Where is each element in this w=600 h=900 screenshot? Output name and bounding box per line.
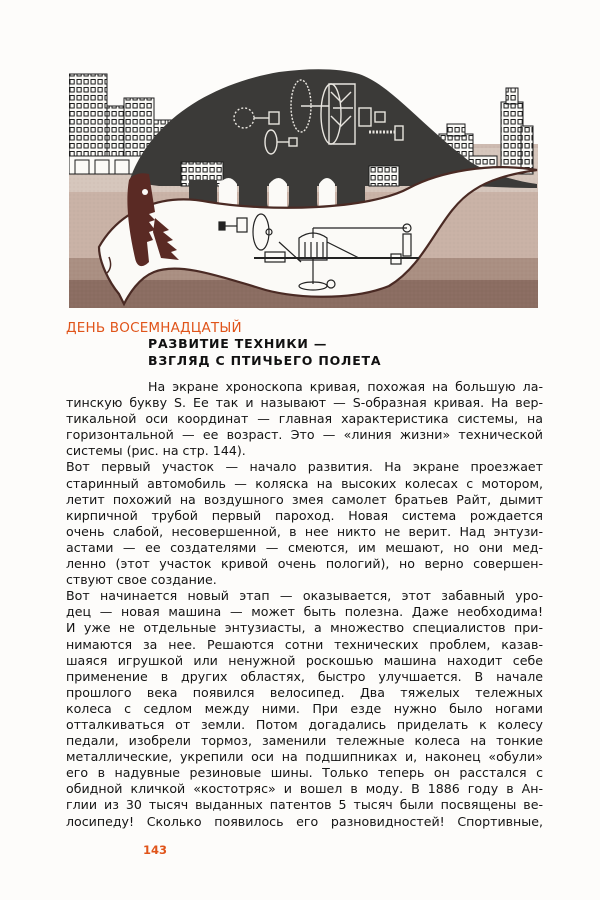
text-line: шаяся игрушкой или ненужной роскошью машина находит себе: [66, 652, 543, 668]
chapter-title: [148, 335, 381, 369]
text-line: обидной кличкой «костотряс» и вошел в моду. В 1886 году в Ан-: [66, 781, 543, 797]
text-line: Вот первый участок — начало развития. На экране проезжает: [66, 459, 543, 475]
text-line: старинный автомобиль — коляска на высоких колесах с мотором,: [66, 475, 543, 491]
chapter-title-line-2: ВЗГЛЯД С ПТИЧЬЕГО ПОЛЕТА: [148, 353, 382, 368]
text-line: На экране хроноскопа кривая, похожая на большую ла-: [148, 379, 543, 394]
text-line: нимаются за нее. Решаются сотни технических проблем, казав-: [66, 636, 543, 652]
machine-creature-drawing: [69, 62, 538, 308]
text-line: Вот начинается новый этап — оказывается, этот забавный уро-: [66, 588, 543, 604]
text-line: ленно (этот участок кривой очень пологий), но верно совершен-: [66, 556, 543, 572]
creature-eye: [142, 189, 148, 195]
page-number: 143: [143, 843, 168, 857]
text-line: его в надувные резиновые шины. Только теперь он расстался с: [66, 765, 543, 781]
text-line: системы (рис. на стр. 144).: [66, 443, 246, 459]
chapter-title-line-1: РАЗВИТИЕ ТЕХНИКИ —: [148, 336, 328, 351]
text-line: очень слабой, несовершенной, в нее никто не верит. Над энтузи-: [66, 523, 543, 539]
text-line: дец — новая машина — может быть полезна. Даже необходима!: [66, 604, 543, 620]
text-line: педали, изобрели тормоз, заменили тележные колеса на тонкие: [66, 733, 543, 749]
paragraph-3: [66, 588, 543, 829]
text-line: глии из 30 тысяч выданных патентов 5 тысяч были посвящены ве-: [66, 797, 543, 813]
text-line: металлические, укрепили оси на подшипниках и, наконец «обули»: [66, 749, 543, 765]
paragraph-2: [66, 459, 543, 588]
text-line: прошлого века появился велосипед. Два тяжелых тележных: [66, 684, 543, 700]
paragraph-1: [66, 379, 543, 459]
body-text: [66, 379, 543, 830]
text-line: астами — ее создателями — смеются, им мешают, но они мед-: [66, 539, 543, 555]
chapter-label: ДЕНЬ ВОСЕМНАДЦАТЫЙ: [66, 320, 242, 336]
chapter-illustration: [69, 62, 538, 308]
text-line: горизонтальной — ее возраст. Это — «линия жизни» технической: [66, 427, 543, 443]
text-line: тинскую букву S. Ее так и называют — S-образная кривая. На вер-: [66, 395, 543, 411]
text-line: отталкиваться от земли. Потом догадались приделать к колесу: [66, 716, 543, 732]
text-line: летит похожий на воздушного змея самолет братьев Райт, дымит: [66, 491, 543, 507]
text-line: тикальной оси координат — главная характеристика системы, на: [66, 411, 543, 427]
text-line: лосипеду! Сколько появилось его разновидностей! Спортивные,: [66, 813, 543, 829]
text-line: И уже не отдельные энтузиасты, а множество специалистов при-: [66, 620, 543, 636]
text-line: кирпичной трубой первый пароход. Новая система рождается: [66, 507, 543, 523]
text-line: применение в других областях, быстро улучшается. В начале: [66, 668, 543, 684]
text-line: колеса с седлом между ними. При езде нужно было ногами: [66, 700, 543, 716]
text-line: ствуют свое создание.: [66, 572, 217, 588]
